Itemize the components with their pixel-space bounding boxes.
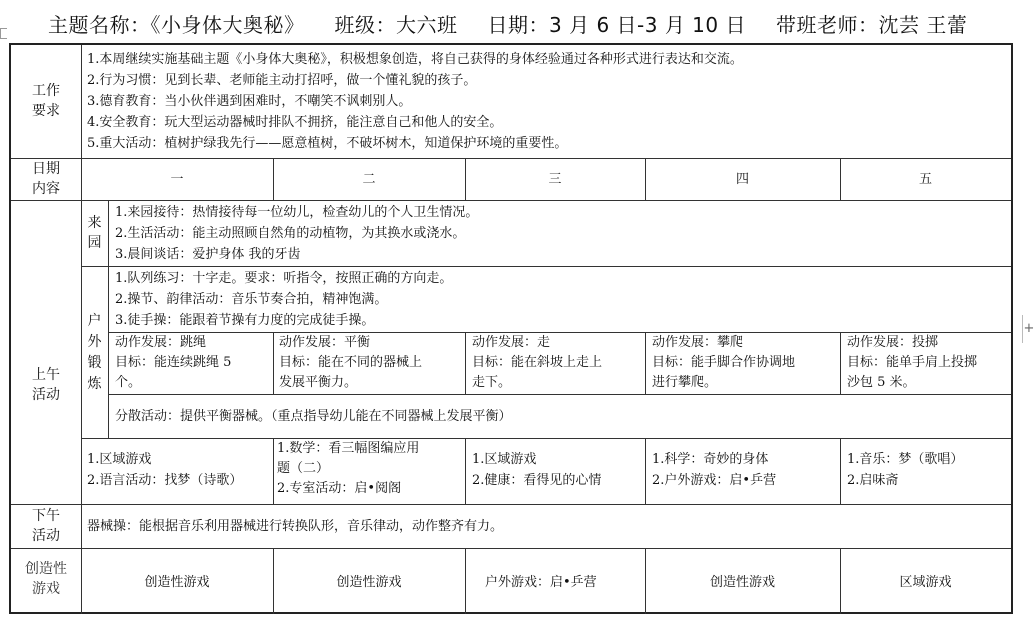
list-item: 3.德育教育：当小伙伴遇到困难时，不嘲笑不讽刺别人。 <box>87 94 412 109</box>
theme-name: 主题名称：《小身体大奥秘》 <box>48 13 305 37</box>
plan-title <box>48 9 967 38</box>
list-item: 2.操节、韵律活动：音乐节奏合拍，精神饱满。 <box>115 292 388 307</box>
creative-monday: 创造性游戏 <box>144 575 210 590</box>
activity-thursday: 1.科学：奇妙的身体 2.户外游戏：启•乒营 <box>652 452 777 488</box>
activity-tuesday: 1.数学：看三幅图编应用 题（二） 2.专室活动：启•阅阁 <box>277 441 420 496</box>
motor-thursday: 动作发展：攀爬 目标：能手脚合作协调地 进行攀爬。 <box>652 335 796 390</box>
motor-monday: 动作发展：跳绳 目标：能连续跳绳 5 个。 <box>115 335 232 390</box>
list-item: 2.行为习惯：见到长辈、老师能主动打招呼，做一个懂礼貌的孩子。 <box>87 73 477 88</box>
class-name: 班级：大六班 <box>334 13 458 37</box>
afternoon-activity: 器械操：能根据音乐利用器械进行转换队形，音乐律动，动作整齐有力。 <box>87 519 504 534</box>
outdoor-common-list <box>115 268 452 331</box>
morning-activities-label: 上午 活动 <box>32 367 60 403</box>
activity-friday: 1.音乐：梦（歌唱） 2.启味斋 <box>847 452 964 488</box>
date-content-label: 日期 内容 <box>32 161 60 197</box>
page-header <box>0 0 1035 44</box>
arrival-list <box>115 202 478 265</box>
outdoor-exercise-label: 户 外 锻 炼 <box>87 313 102 392</box>
list-item: 1.队列练习：十字走。要求：听指令，按照正确的方向走。 <box>115 271 453 286</box>
afternoon-activities-label: 下午 活动 <box>32 508 60 544</box>
arrival-label: 来 园 <box>87 215 102 251</box>
list-item: 4.安全教育：玩大型运动器械时排队不拥挤，能注意自己和他人的安全。 <box>87 115 503 130</box>
day-monday: 一 <box>170 172 184 187</box>
creative-thursday: 创造性游戏 <box>709 575 775 590</box>
activity-wednesday: 1.区域游戏 2.健康：看得见的心情 <box>472 452 602 488</box>
day-tuesday: 二 <box>362 172 376 187</box>
motor-friday: 动作发展：投掷 目标：能单手肩上投掷 沙包 5 米。 <box>847 335 978 390</box>
expand-tab[interactable]: + <box>1022 315 1035 343</box>
activity-monday: 1.区域游戏 2.语言活动：找梦（诗歌） <box>87 452 243 488</box>
weekly-plan-table <box>9 43 1013 614</box>
work-requirements-list <box>87 49 743 154</box>
teachers: 带班老师：沈芸 王蕾 <box>775 13 968 37</box>
creative-tuesday: 创造性游戏 <box>336 575 402 590</box>
motor-wednesday: 动作发展：走 目标：能在斜坡上走上 走下。 <box>472 335 603 390</box>
list-item: 1.来园接待：热情接待每一位幼儿，检查幼儿的个人卫生情况。 <box>115 205 479 220</box>
dispersed-activity: 分散活动：提供平衡器械。（重点指导幼儿能在不同器械上发展平衡） <box>115 409 512 424</box>
list-item: 1.本周继续实施基础主题《小身体大奥秘》，积极想象创造，将自己获得的身体经验通过各种形式进行表达和交流。 <box>87 52 743 67</box>
creative-wednesday: 户外游戏：启•乒营 <box>485 575 597 590</box>
list-item: 3.晨间谈话：爱护身体 我的牙齿 <box>115 247 301 262</box>
day-wednesday: 三 <box>548 172 562 187</box>
creative-friday: 区域游戏 <box>899 575 952 590</box>
list-item: 3.徒手操：能跟着节操有力度的完成徒手操。 <box>115 313 375 328</box>
motor-tuesday: 动作发展：平衡 目标：能在不同的器械上 发展平衡力。 <box>279 335 423 390</box>
list-item: 2.生活活动：能主动照顾自然角的动植物，为其换水或浇水。 <box>115 226 466 241</box>
day-friday: 五 <box>918 172 932 187</box>
list-item: 5.重大活动：植树护绿我先行——愿意植树，不破坏树木，知道保护环境的重要性。 <box>87 136 568 151</box>
day-thursday: 四 <box>735 172 749 187</box>
work-requirements-label: 工作 要求 <box>32 83 60 119</box>
page-corner-marker <box>0 28 7 39</box>
creative-games-label: 创造性 游戏 <box>25 561 67 597</box>
date-range: 日期：3 月 6 日-3 月 10 日 <box>487 13 746 37</box>
